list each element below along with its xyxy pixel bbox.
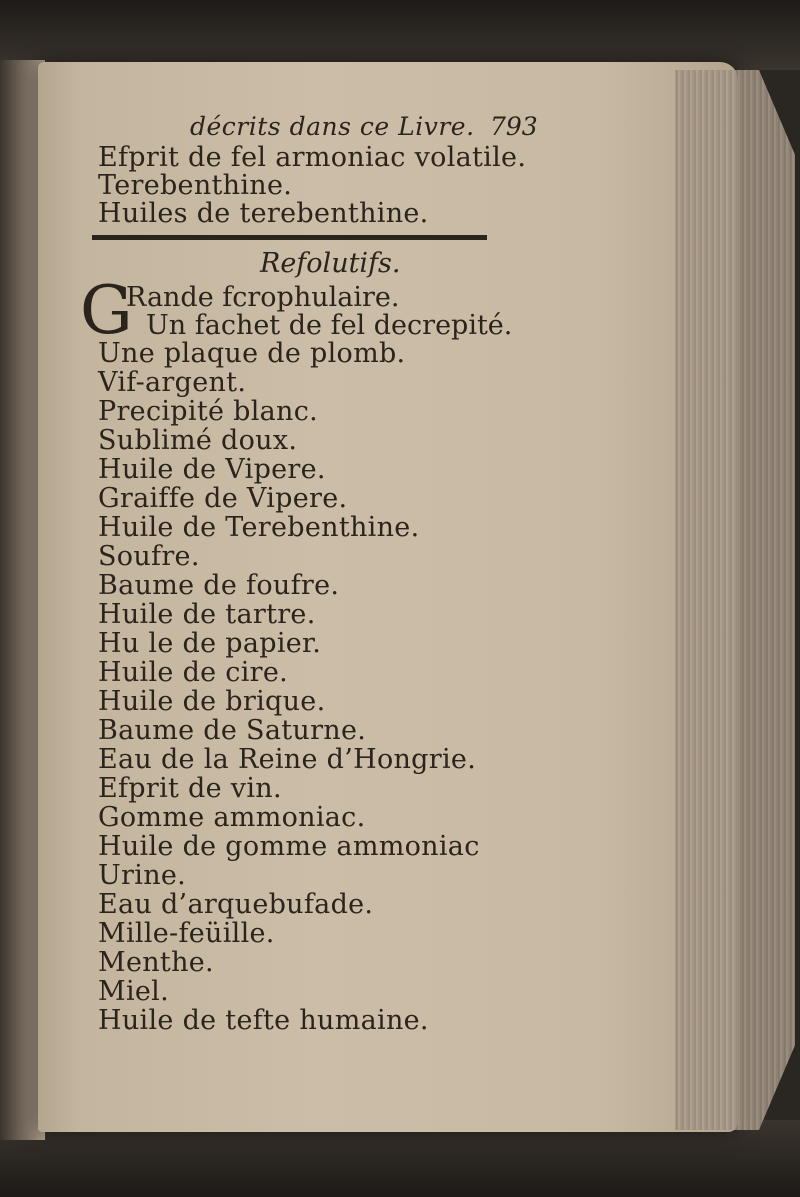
list-item: Menthe. xyxy=(98,947,214,978)
list-item: Graiffe de Vipere. xyxy=(98,483,348,514)
text-line: Huiles de terebenthine. xyxy=(98,198,429,229)
list-item: Urine. xyxy=(98,860,187,891)
list-item: Efprit de vin. xyxy=(98,773,282,804)
section-title: Refolutifs. xyxy=(260,248,401,279)
list-item: Gomme ammoniac. xyxy=(98,802,366,833)
list-item: Une plaque de plomb. xyxy=(98,338,406,369)
list-item: Soufre. xyxy=(98,541,200,572)
text-line: Terebenthine. xyxy=(98,170,293,201)
list-item: Eau d’arquebufade. xyxy=(98,889,374,920)
list-item: Huile de gomme ammoniac xyxy=(98,831,480,862)
list-item: Huile de Vipere. xyxy=(98,454,326,485)
list-item: Huile de tefte humaine. xyxy=(98,1005,429,1036)
list-item: Sublimé doux. xyxy=(98,425,298,456)
list-item: Hu le de papier. xyxy=(98,628,322,659)
list-item: Huile de cire. xyxy=(98,657,289,688)
list-item: Baume de foufre. xyxy=(98,570,340,601)
list-item: Huile de brique. xyxy=(98,686,326,717)
list-item: Precipité blanc. xyxy=(98,396,319,427)
running-head: décrits dans ce Livre. xyxy=(190,112,475,141)
text-line: Efprit de fel armoniac volatile. xyxy=(98,142,527,173)
list-item: Vif-argent. xyxy=(98,367,247,398)
list-item: Baume de Saturne. xyxy=(98,715,367,746)
list-item: Eau de la Reine d’Hongrie. xyxy=(98,744,477,775)
text-line: Un fachet de fel decrepité. xyxy=(146,310,513,341)
list-item: Huile de Terebenthine. xyxy=(98,512,420,543)
section-divider xyxy=(92,235,487,240)
list-item: Miel. xyxy=(98,976,169,1007)
text-line: Rande fcrophulaire. xyxy=(126,282,400,313)
list-item: Mille-feüille. xyxy=(98,918,275,949)
drop-cap: G xyxy=(80,272,133,349)
list-item: Huile de tartre. xyxy=(98,599,316,630)
page-number: 793 xyxy=(490,112,538,141)
